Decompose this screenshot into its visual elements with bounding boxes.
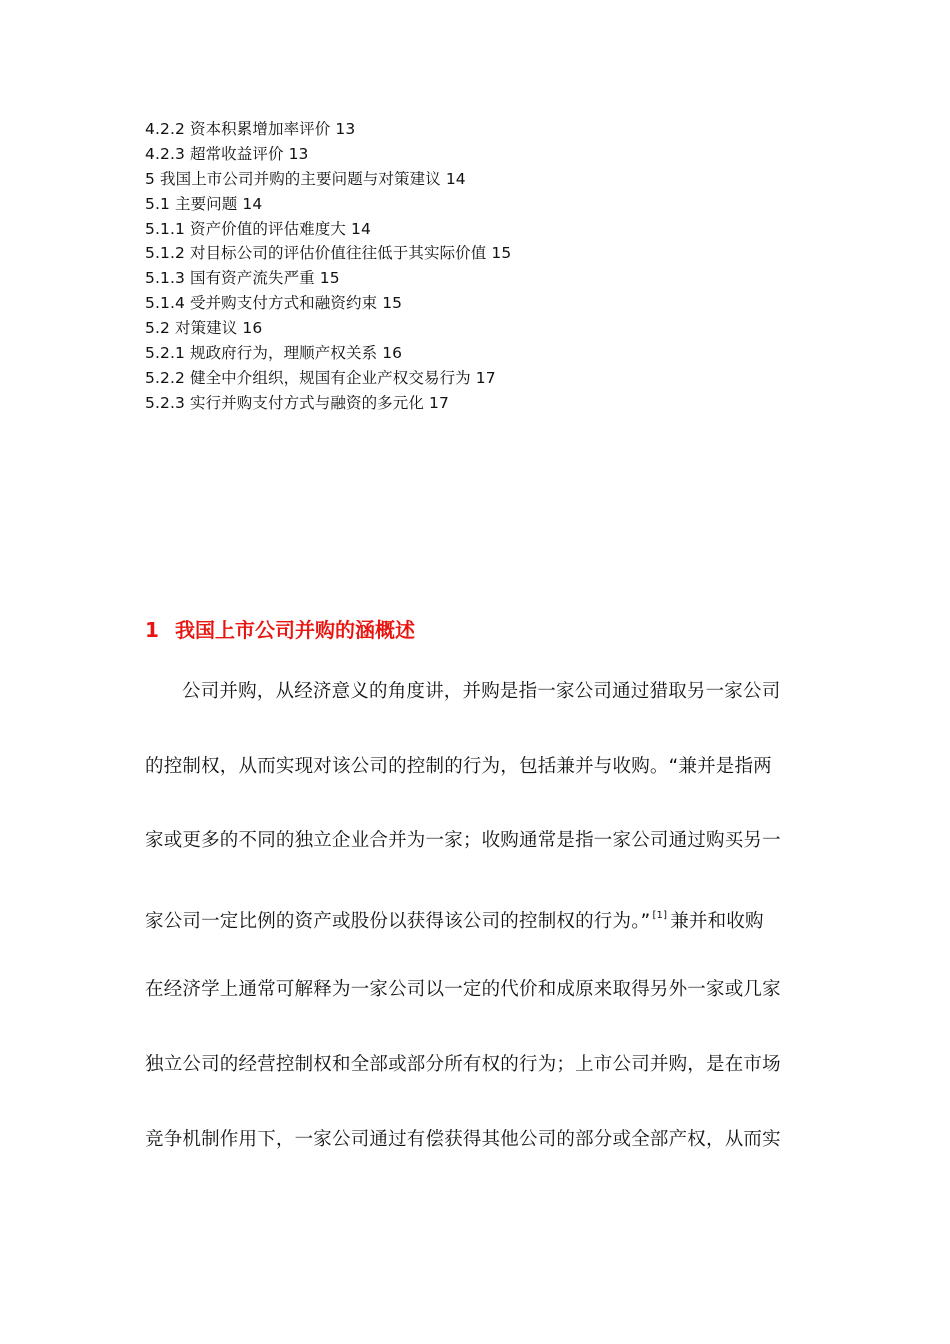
section-heading — [145, 614, 415, 643]
section-title: 我国上市公司并购的涵概述 — [175, 618, 415, 642]
toc-entry[interactable]: 5.1.1 资产价值的评估难度大 14 — [145, 219, 371, 238]
toc-entry[interactable]: 4.2.2 资本积累增加率评价 13 — [145, 120, 356, 138]
paragraph-line: 的控制权，从而实现对该公司的控制的行为，包括兼并与收购。“兼并是指两 — [145, 755, 772, 777]
paragraph-line: 独立公司的经营控制权和全部或部分所有权的行为；上市公司并购，是在市场 — [145, 1053, 781, 1075]
toc-entry[interactable]: 5.2.2 健全中介组织，规国有企业产权交易行为 17 — [145, 368, 496, 387]
toc-entry[interactable]: 5.2 对策建议 16 — [145, 319, 263, 338]
toc-entry[interactable]: 5.1 主要问题 14 — [145, 194, 263, 213]
paragraph-line: 公司并购，从经济意义的角度讲，并购是指一家公司通过猎取另一家公司 — [182, 681, 781, 702]
section-number: 1 — [145, 618, 159, 642]
toc-entry[interactable]: 4.2.3 超常收益评价 13 — [145, 144, 309, 163]
paragraph-line: 家或更多的不同的独立企业合并为一家；收购通常是指一家公司通过购买另一 — [145, 830, 781, 852]
paragraph-text: 家公司一定比例的资产或股份以获得该公司的控制权的行为。” — [145, 910, 651, 932]
paragraph-line: 竞争机制作用下，一家公司通过有偿获得其他公司的部分或全部产权，从而实 — [145, 1128, 781, 1150]
paragraph-text: 兼并和收购 — [670, 910, 764, 932]
toc-entry[interactable]: 5 我国上市公司并购的主要问题与对策建议 14 — [145, 169, 466, 188]
paragraph-line: 在经济学上通常可解释为一家公司以一定的代价和成原来取得另外一家或几家 — [145, 979, 781, 1001]
toc-entry[interactable]: 5.1.4 受并购支付方式和融资约束 15 — [145, 294, 403, 313]
citation-reference[interactable]: [1] — [652, 909, 668, 921]
toc-entry[interactable]: 5.1.2 对目标公司的评估价值往往低于其实际价值 15 — [145, 244, 512, 263]
body-paragraph — [145, 676, 807, 1198]
paragraph-line — [145, 900, 807, 975]
toc-entry[interactable]: 5.2.3 实行并购支付方式与融资的多元化 17 — [145, 393, 449, 412]
table-of-contents — [145, 117, 845, 416]
toc-entry[interactable]: 5.2.1 规政府行为，理顺产权关系 16 — [145, 344, 403, 363]
toc-entry[interactable]: 5.1.3 国有资产流失严重 15 — [145, 269, 340, 288]
